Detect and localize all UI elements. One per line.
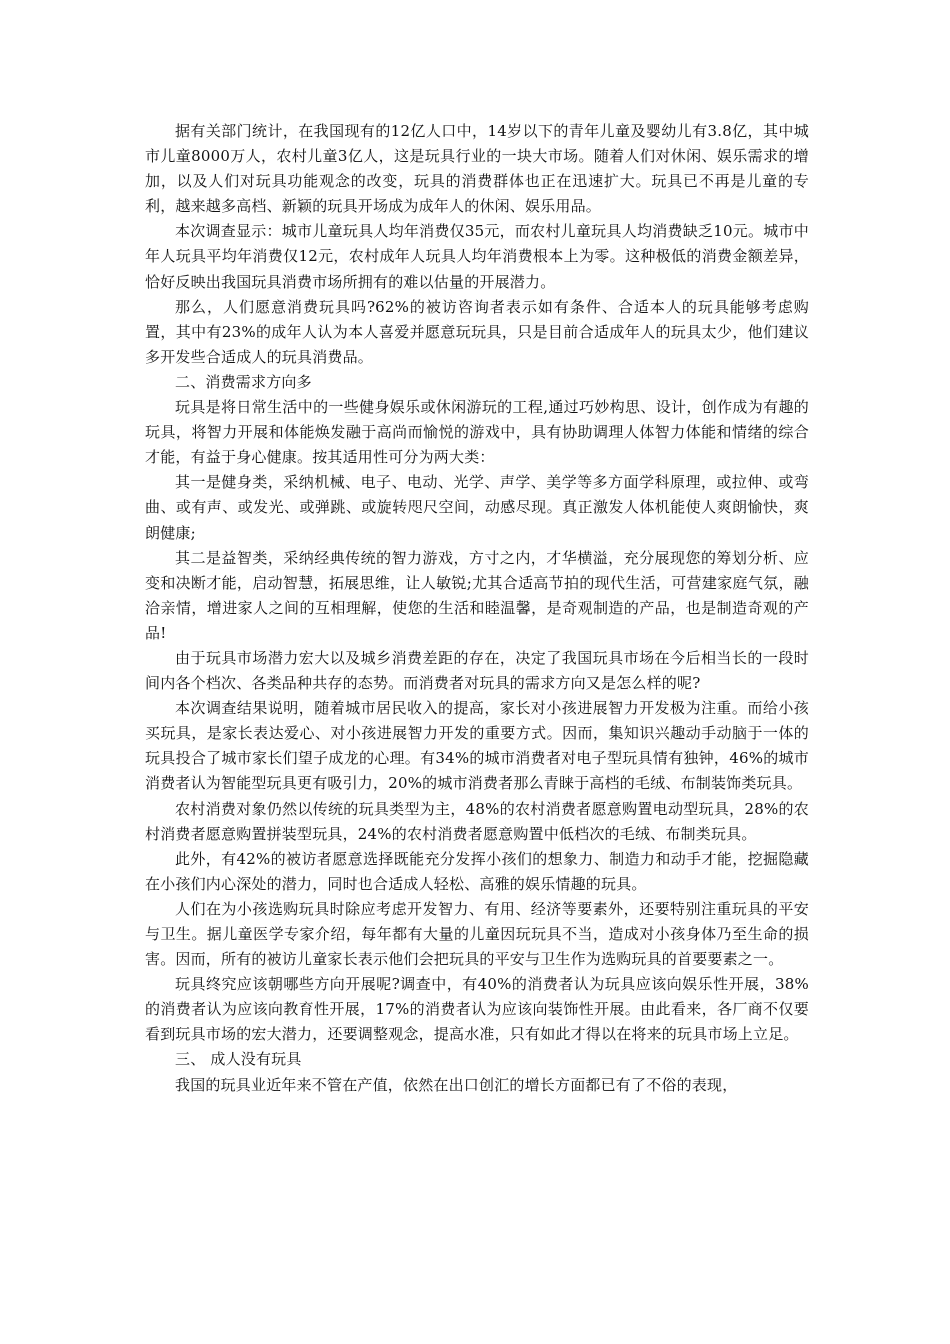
paragraph-survey-spending: 本次调查显示：城市儿童玩具人均年消费仅35元，而农村儿童玩具人均消费缺乏10元。城市中年人玩具平均年消费仅12元，农村成年人玩具人均年消费根本上为零。这种极低的消费金额差异，恰好反映出我国玩具消费市场所拥有的难以估量的开展潜力。 <box>145 222 809 291</box>
paragraph-market-potential: 由于玩具市场潜力宏大以及城乡消费差距的存在，决定了我国玩具市场在今后相当长的一段时间内各个档次、各类品种共存的态势。而消费者对玩具的需求方向又是怎么样的呢? <box>145 648 809 693</box>
paragraph-willingness: 那么，人们愿意消费玩具吗?62%的被访咨询者表示如有条件、合适本人的玩具能够考虑购置，其中有23%的成年人认为本人喜爱并愿意玩玩具，只是目前合适成年人的玩具太少，他们建议多开发些合适成人的玩具消费品。 <box>145 297 809 366</box>
paragraph-rural-consumers: 农村消费对象仍然以传统的玩具类型为主，48%的农村消费者愿意购置电动型玩具，28%的农村消费者愿意购置拼装型玩具，24%的农村消费者愿意购置中低档次的毛绒、布制类玩具。 <box>145 799 809 843</box>
paragraph-development-direction: 玩具终究应该朝哪些方向开展呢?调查中，有40%的消费者认为玩具应该向娱乐性开展，38%的消费者认为应该向教育性开展，17%的消费者认为应该向装饰性开展。由此看来，各厂商不仅要看到玩具市场的宏大潜力，还要调整观念，提高水准，只有如此才得以在将来的玩具市场上立足。 <box>145 975 809 1044</box>
section-heading-adult-toys: 三、 成人没有玩具 <box>175 1050 302 1069</box>
paragraph-intro-statistics: 据有关部门统计，在我国现有的12亿人口中，14岁以下的青年儿童及婴幼儿有3.8亿，其中城市儿童8000万人，农村儿童3亿人，这是玩具行业的一块大市场。随着人们对休闲、娱乐需求的增加，以及人们对玩具功能观念的改变，玩具的消费群体也正在迅速扩大。玩具已不再是儿童的专利，越来越多高档、新颖的玩具开场成为成年人的休闲、娱乐用品。 <box>145 122 809 216</box>
paragraph-fitness-category: 其一是健身类，采纳机械、电子、电动、光学、声学、美学等多方面学科原理，或拉伸、或弯曲、或有声、或发光、或弹跳、或旋转咫尺空间，动感尽现。真正激发人体机能使人爽朗愉快，爽朗健康; <box>145 473 809 542</box>
paragraph-urban-consumers: 本次调查结果说明，随着城市居民收入的提高，家长对小孩进展智力开发极为注重。而给小孩买玩具，是家长表达爱心、对小孩进展智力开发的重要方式。因而，集知识兴趣动手动脑于一体的玩具投合了城市家长们望子成龙的心理。有34%的城市消费者对电子型玩具情有独钟，46%的城市消费者认为智能型玩具更有吸引力，20%的城市消费者那么青睐于高档的毛绒、布制装饰类玩具。 <box>145 699 809 793</box>
paragraph-imagination-toys: 此外，有42%的被访者愿意选择既能充分发挥小孩们的想象力、制造力和动手才能，挖掘隐藏在小孩们内心深处的潜力，同时也合适成人轻松、高雅的娱乐情趣的玩具。 <box>145 849 809 893</box>
paragraph-safety-hygiene: 人们在为小孩选购玩具时除应考虑开发智力、有用、经济等要素外，还要特别注重玩具的平安与卫生。据儿童医学专家介绍，每年都有大量的儿童因玩玩具不当，造成对小孩身体乃至生命的损害。因而，所有的被访儿童家长表示他们会把玩具的平安与卫生作为选购玩具的首要要素之一。 <box>145 899 809 969</box>
paragraph-toy-definition: 玩具是将日常生活中的一些健身娱乐或休闲游玩的工程,通过巧妙构思、设计，创作成为有趣的玩具，将智力开展和体能焕发融于高尚而愉悦的游戏中，具有协助调理人体智力体能和情绪的综合才能，有益于身心健康。按其适用性可分为两大类： <box>145 398 809 467</box>
section-heading-demand-directions: 二、消费需求方向多 <box>175 372 312 391</box>
paragraph-puzzle-category: 其二是益智类，采纳经典传统的智力游戏，方寸之内，才华横溢，充分展现您的筹划分析、应变和决断才能，启动智慧，拓展思维，让人敏锐;尤其合适高节拍的现代生活，可营建家庭气氛，融洽亲情，增进家人之间的互相理解，使您的生活和睦温馨，是奇观制造的产品，也是制造奇观的产品! <box>145 548 809 642</box>
paragraph-industry-growth: 我国的玩具业近年来不管在产值，依然在出口创汇的增长方面都已有了不俗的表现， <box>175 1075 738 1094</box>
document-page <box>145 119 809 1098</box>
